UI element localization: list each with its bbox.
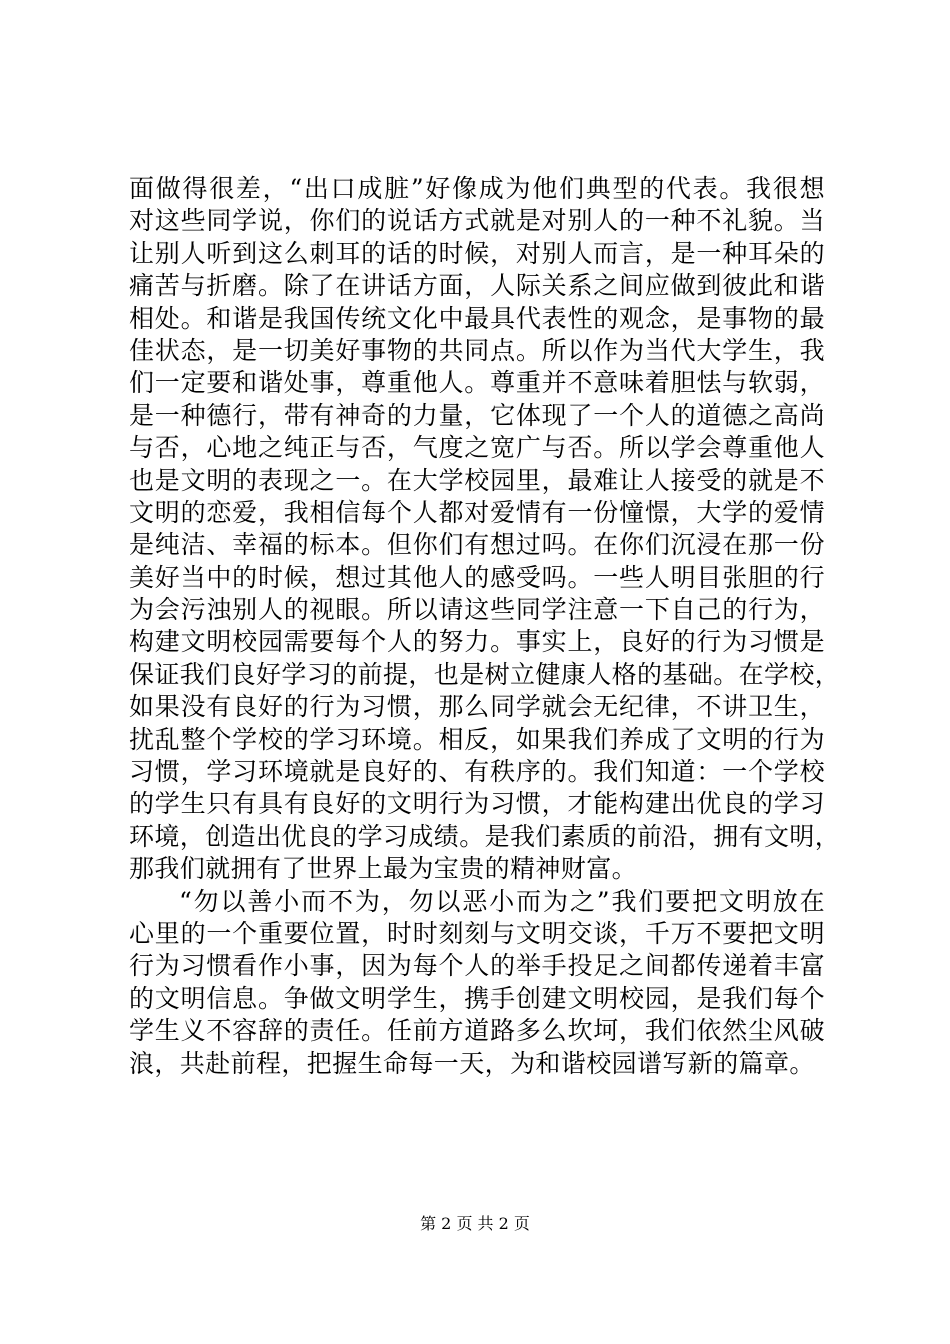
text-line: “勿以善小而不为，勿以恶小而为之”我们要把文明放在 (179, 886, 825, 916)
text-line: 的学生只有具有良好的文明行为习惯，才能构建出优良的学习 (129, 789, 825, 819)
paragraph-1 (129, 173, 841, 886)
text-line: 那我们就拥有了世界上最为宝贵的精神财富。 (129, 854, 638, 884)
paragraph-2 (129, 886, 825, 1080)
text-line: 痛苦与折磨。除了在讲话方面，人际关系之间应做到彼此和谐 (129, 271, 825, 301)
text-line: 保证我们良好学习的前提，也是树立健康人格的基础。在学校， (129, 659, 841, 689)
page-number-footer: 第 2 页 共 2 页 (420, 1214, 530, 1233)
text-line: 是一种德行，带有神奇的力量，它体现了一个人的道德之高尚 (129, 400, 825, 430)
text-line: 浪，共赴前程，把握生命每一天，为和谐校园谱写新的篇章。 (129, 1048, 815, 1078)
text-line: 佳状态，是一切美好事物的共同点。所以作为当代大学生，我 (129, 335, 825, 365)
text-line: 们一定要和谐处事，尊重他人。尊重并不意味着胆怯与软弱， (129, 368, 825, 398)
document-body (129, 173, 841, 1080)
text-line: 为会污浊别人的视眼。所以请这些同学注意一下自己的行为， (129, 595, 825, 625)
text-line: 与否，心地之纯正与否，气度之宽广与否。所以学会尊重他人 (129, 433, 825, 463)
text-line: 的文明信息。争做文明学生，携手创建文明校园，是我们每个 (129, 983, 825, 1013)
text-line: 学生义不容辞的责任。任前方道路多么坎坷，我们依然尘风破 (129, 1016, 825, 1046)
text-line: 美好当中的时候，想过其他人的感受吗。一些人明目张胆的行 (129, 562, 825, 592)
text-line: 扰乱整个学校的学习环境。相反，如果我们养成了文明的行为 (129, 724, 825, 754)
text-line: 如果没有良好的行为习惯，那么同学就会无纪律，不讲卫生， (129, 692, 825, 722)
text-line: 习惯，学习环境就是良好的、有秩序的。我们知道：一个学校 (129, 757, 825, 787)
text-line: 是纯洁、幸福的标本。但你们有想过吗。在你们沉浸在那一份 (129, 530, 825, 560)
text-line: 让别人听到这么刺耳的话的时候，对别人而言，是一种耳朵的 (129, 238, 825, 268)
text-line: 对这些同学说，你们的说话方式就是对别人的一种不礼貌。当 (129, 206, 825, 236)
text-line: 相处。和谐是我国传统文化中最具代表性的观念，是事物的最 (129, 303, 825, 333)
text-line: 心里的一个重要位置，时时刻刻与文明交谈，千万不要把文明 (129, 918, 825, 948)
text-line: 面做得很差，“出口成脏”好像成为他们典型的代表。我很想 (129, 174, 825, 203)
text-line: 文明的恋爱，我相信每个人都对爱情有一份憧憬，大学的爱情 (129, 497, 825, 527)
text-line: 行为习惯看作小事，因为每个人的举手投足之间都传递着丰富 (129, 951, 825, 981)
text-line: 环境，创造出优良的学习成绩。是我们素质的前沿，拥有文明， (129, 821, 841, 851)
text-line: 构建文明校园需要每个人的努力。事实上，良好的行为习惯是 (129, 627, 825, 657)
text-line: 也是文明的表现之一。在大学校园里，最难让人接受的就是不 (129, 465, 825, 495)
